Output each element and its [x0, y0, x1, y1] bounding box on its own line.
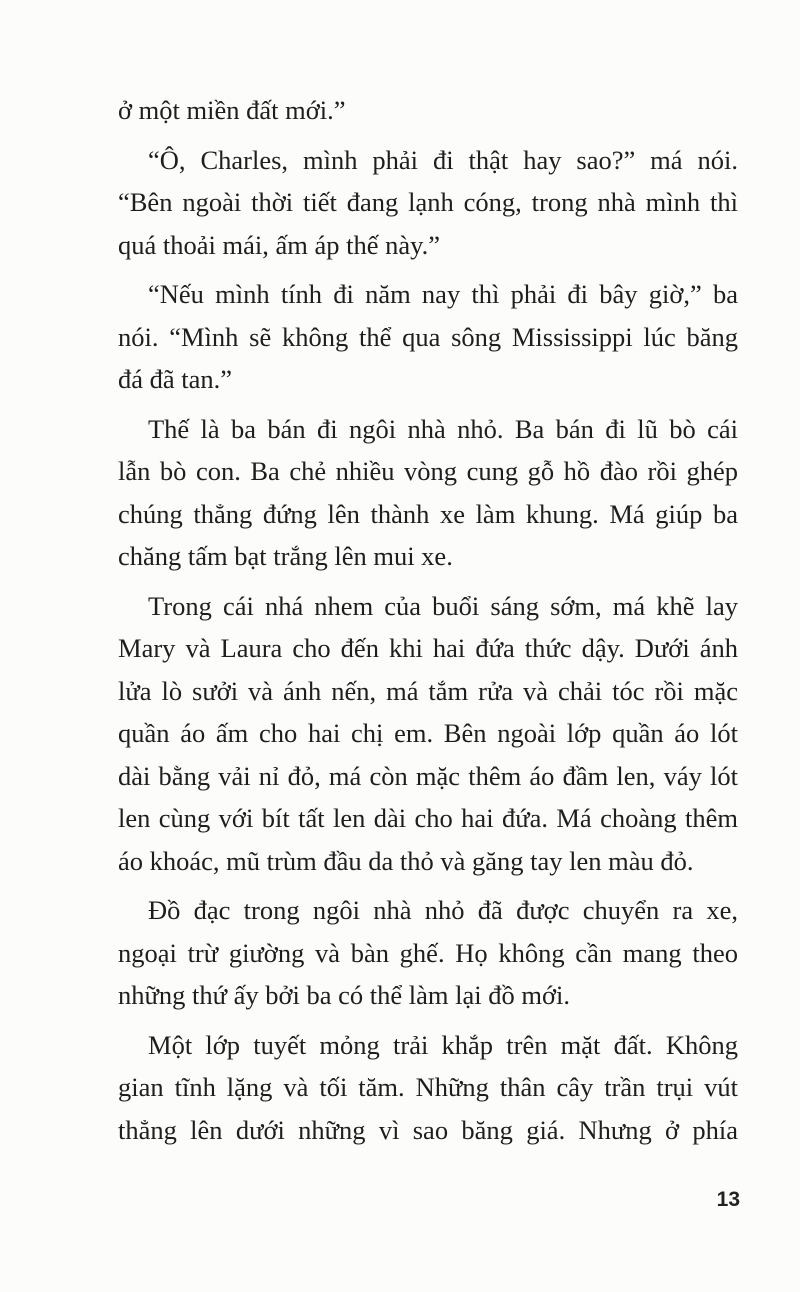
text-line: “Nếu mình tính đi năm nay thì phải đi bây giờ,” ba	[148, 279, 738, 309]
body-text	[118, 89, 738, 1158]
text-line: chúng thẳng đứng lên thành xe làm khung. Má giúp ba	[118, 498, 738, 529]
text-line: ở một miền đất mới.”	[118, 95, 346, 125]
page-number: 13	[716, 1188, 740, 1211]
text-line: lửa lò sưởi và ánh nến, má tắm rửa và chải tóc rồi mặc	[118, 675, 738, 706]
text-line: thẳng lên dưới những vì sao băng giá. Nhưng ở phía	[118, 1114, 738, 1145]
paragraph	[118, 89, 738, 132]
text-line: quần áo ấm cho hai chị em. Bên ngoài lớp quần áo lót	[118, 718, 738, 748]
text-line: “Bên ngoài thời tiết đang lạnh cóng, trong nhà mình thì	[118, 187, 738, 217]
paragraph	[118, 273, 738, 401]
text-line: lẫn bò con. Ba chẻ nhiều vòng cung gỗ hồ đào rồi ghép	[118, 456, 738, 486]
text-line: những thứ ấy bởi ba có thể làm lại đồ mới.	[118, 980, 570, 1010]
text-line: Đồ đạc trong ngôi nhà nhỏ đã được chuyển ra xe,	[148, 895, 738, 925]
text-line: Trong cái nhá nhem của buổi sáng sớm, má khẽ lay	[148, 590, 738, 621]
text-line: ngoại trừ giường và bàn ghế. Họ không cần mang theo	[118, 937, 738, 968]
text-line: nói. “Mình sẽ không thể qua sông Mississippi lúc băng	[118, 321, 738, 352]
text-line: Một lớp tuyết mỏng trải khắp trên mặt đất. Không	[148, 1029, 738, 1060]
text-line: áo khoác, mũ trùm đầu da thỏ và găng tay len màu đỏ.	[118, 845, 694, 876]
text-line: Thế là ba bán đi ngôi nhà nhỏ. Ba bán đi lũ bò cái	[148, 413, 738, 444]
paragraph	[118, 139, 738, 267]
text-line: gian tĩnh lặng và tối tăm. Những thân cây trần trụi vút	[118, 1072, 738, 1102]
paragraph	[118, 408, 738, 578]
paragraph	[118, 889, 738, 1017]
text-line: chăng tấm bạt trắng lên mui xe.	[118, 541, 453, 571]
text-line: đá đã tan.”	[118, 364, 233, 394]
paragraph	[118, 585, 738, 883]
text-line: dài bằng vải nỉ đỏ, má còn mặc thêm áo đầm len, váy lót	[118, 760, 738, 791]
text-line: quá thoải mái, ấm áp thế này.”	[118, 229, 441, 260]
text-line: len cùng với bít tất len dài cho hai đứa. Má choàng thêm	[118, 803, 738, 833]
text-line: “Ô, Charles, mình phải đi thật hay sao?” má nói.	[148, 144, 738, 175]
paragraph	[118, 1024, 738, 1152]
text-line: Mary và Laura cho đến khi hai đứa thức dậy. Dưới ánh	[118, 633, 738, 663]
